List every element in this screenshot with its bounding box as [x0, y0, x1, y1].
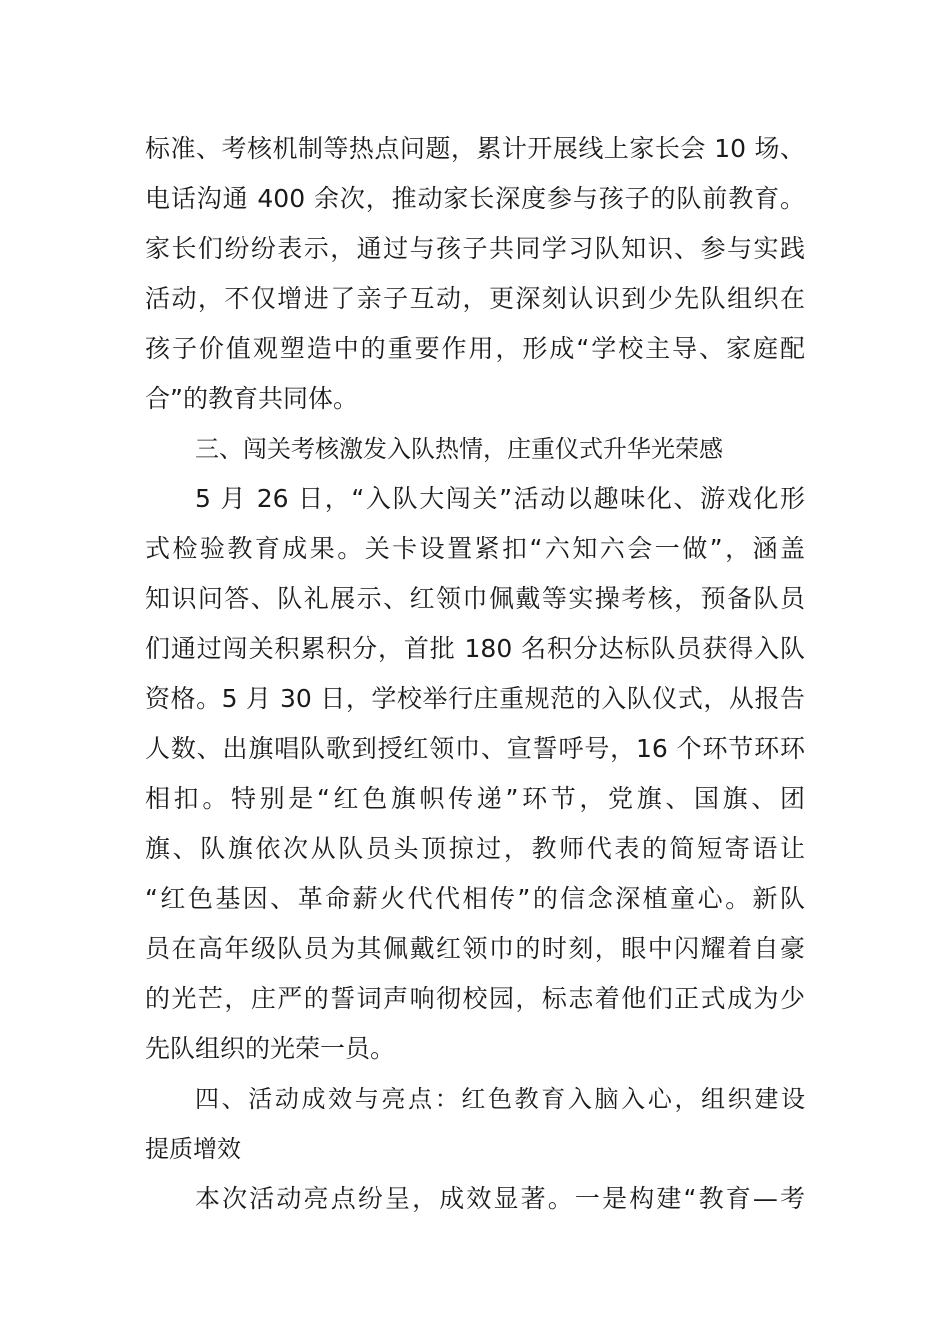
text-line: 家长们纷纷表示，通过与孩子共同学习队知识、参与实践	[145, 234, 805, 263]
text-line: 标准、考核机制等热点问题，累计开展线上家长会 10 场、	[145, 134, 805, 163]
text-line: 活动，不仅增进了亲子互动，更深刻认识到少先队组织在	[145, 284, 805, 313]
section-heading: 三、闯关考核激发入队热情，庄重仪式升华光荣感	[195, 435, 723, 463]
text-line: 旗、队旗依次从队员头顶掠过，教师代表的简短寄语让	[145, 834, 805, 863]
text-line: 合”的教育共同体。	[145, 384, 358, 413]
text-line: 先队组织的光荣一员。	[145, 1034, 396, 1063]
text-line: 式检验教育成果。关卡设置紧扣“六知六会一做”，涵盖	[145, 534, 805, 563]
text-line: 电话沟通 400 余次，推动家长深度参与孩子的队前教育。	[145, 184, 805, 213]
section-heading-continued: 提质增效	[145, 1135, 241, 1163]
text-line: 员在高年级队员为其佩戴红领巾的时刻，眼中闪耀着自豪	[145, 934, 805, 963]
text-line: 们通过闯关积累积分，首批 180 名积分达标队员获得入队	[145, 634, 805, 663]
text-line: 孩子价值观塑造中的重要作用，形成“学校主导、家庭配	[145, 334, 805, 363]
text-line: 人数、出旗唱队歌到授红领巾、宣誓呼号，16 个环节环环	[145, 734, 805, 763]
section-heading: 四、活动成效与亮点：红色教育入脑入心，组织建设	[195, 1085, 805, 1113]
text-line: 资格。5 月 30 日，学校举行庄重规范的入队仪式，从报告	[145, 684, 805, 713]
text-line: 的光芒，庄严的誓词声响彻校园，标志着他们正式成为少	[145, 984, 805, 1013]
text-line: “红色基因、革命薪火代代相传”的信念深植童心。新队	[145, 884, 805, 913]
text-line: 相扣。特别是“红色旗帜传递”环节，党旗、国旗、团	[145, 784, 805, 813]
text-line: 本次活动亮点纷呈，成效显著。一是构建“教育—考	[195, 1184, 805, 1213]
text-line: 5 月 26 日，“入队大闯关”活动以趣味化、游戏化形	[195, 484, 805, 513]
text-line: 知识问答、队礼展示、红领巾佩戴等实操考核，预备队员	[145, 584, 805, 613]
